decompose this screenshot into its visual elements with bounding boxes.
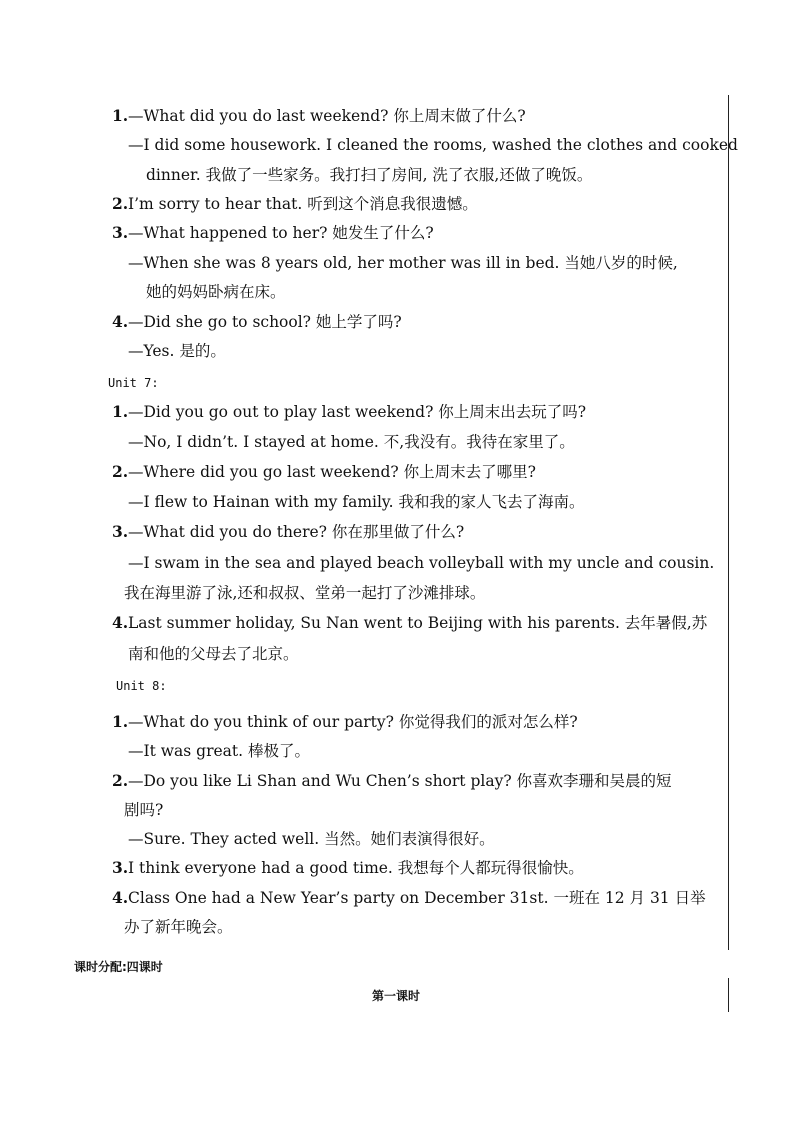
unit-heading: Unit 7: bbox=[108, 376, 159, 390]
sentence-continued: 办了新年晚会。 bbox=[124, 918, 233, 936]
dialogue-answer: —No, I didn’t. I stayed at home. 不,我没有。我待在家里了。 bbox=[128, 433, 575, 451]
dialogue-answer: —It was great. 棒极了。 bbox=[128, 742, 310, 760]
sentence-continued: 南和他的父母去了北京。 bbox=[128, 645, 299, 663]
dialogue-answer-continued: 我在海里游了泳,还和叔叔、堂弟一起打了沙滩排球。 bbox=[124, 584, 486, 602]
dialogue-question: —What did you do last weekend? 你上周末做了什么? bbox=[128, 107, 526, 125]
unit-heading: Unit 8: bbox=[116, 679, 167, 693]
dialogue-question: —Where did you go last weekend? 你上周末去了哪里? bbox=[128, 463, 536, 481]
item-number: 2. bbox=[112, 462, 129, 481]
dialogue-question: —What do you think of our party? 你觉得我们的派对怎么样? bbox=[128, 713, 578, 731]
item-number: 3. bbox=[112, 522, 129, 541]
dialogue-answer-continued: dinner. 我做了一些家务。我打扫了房间, 洗了衣服,还做了晚饭。 bbox=[146, 166, 593, 184]
item-number: 4. bbox=[112, 312, 129, 331]
item-number: 3. bbox=[112, 858, 129, 877]
dialogue-question: —What did you do there? 你在那里做了什么? bbox=[128, 523, 465, 541]
dialogue-answer: —Yes. 是的。 bbox=[128, 342, 226, 360]
sentence: I’m sorry to hear that. 听到这个消息我很遗憾。 bbox=[128, 195, 478, 213]
item-number: 4. bbox=[112, 888, 129, 907]
item-number: 1. bbox=[112, 402, 129, 421]
dialogue-answer: —I did some housework. I cleaned the rooms, washed the clothes and cooked bbox=[128, 136, 738, 154]
dialogue-question: —What happened to her? 她发生了什么? bbox=[128, 224, 434, 242]
dialogue-question: —Did she go to school? 她上学了吗? bbox=[128, 313, 402, 331]
dialogue-answer-continued: 她的妈妈卧病在床。 bbox=[146, 283, 286, 301]
schedule-note: 课时分配:四课时 bbox=[74, 960, 163, 974]
sentence: Last summer holiday, Su Nan went to Beijing with his parents. 去年暑假,苏 bbox=[128, 614, 708, 632]
dialogue-question: —Do you like Li Shan and Wu Chen’s short play? 你喜欢李珊和吴晨的短 bbox=[128, 772, 672, 790]
item-number: 1. bbox=[112, 106, 129, 125]
sentence: I think everyone had a good time. 我想每个人都玩得很愉快。 bbox=[128, 859, 584, 877]
lesson-heading: 第一课时 bbox=[372, 989, 421, 1003]
margin-rule-top bbox=[728, 95, 729, 950]
dialogue-answer: —When she was 8 years old, her mother was ill in bed. 当她八岁的时候, bbox=[128, 254, 678, 272]
item-number: 3. bbox=[112, 223, 129, 242]
item-number: 2. bbox=[112, 771, 129, 790]
dialogue-answer: —I swam in the sea and played beach volleyball with my uncle and cousin. bbox=[128, 554, 715, 572]
sentence: Class One had a New Year’s party on December 31st. 一班在 12 月 31 日举 bbox=[128, 889, 706, 907]
dialogue-question-continued: 剧吗? bbox=[124, 801, 164, 819]
dialogue-question: —Did you go out to play last weekend? 你上周末出去玩了吗? bbox=[128, 403, 587, 421]
item-number: 4. bbox=[112, 613, 129, 632]
dialogue-answer: —I flew to Hainan with my family. 我和我的家人飞去了海南。 bbox=[128, 493, 585, 511]
item-number: 1. bbox=[112, 712, 129, 731]
margin-rule-bottom bbox=[728, 978, 729, 1012]
dialogue-answer: —Sure. They acted well. 当然。她们表演得很好。 bbox=[128, 830, 495, 848]
item-number: 2. bbox=[112, 194, 129, 213]
